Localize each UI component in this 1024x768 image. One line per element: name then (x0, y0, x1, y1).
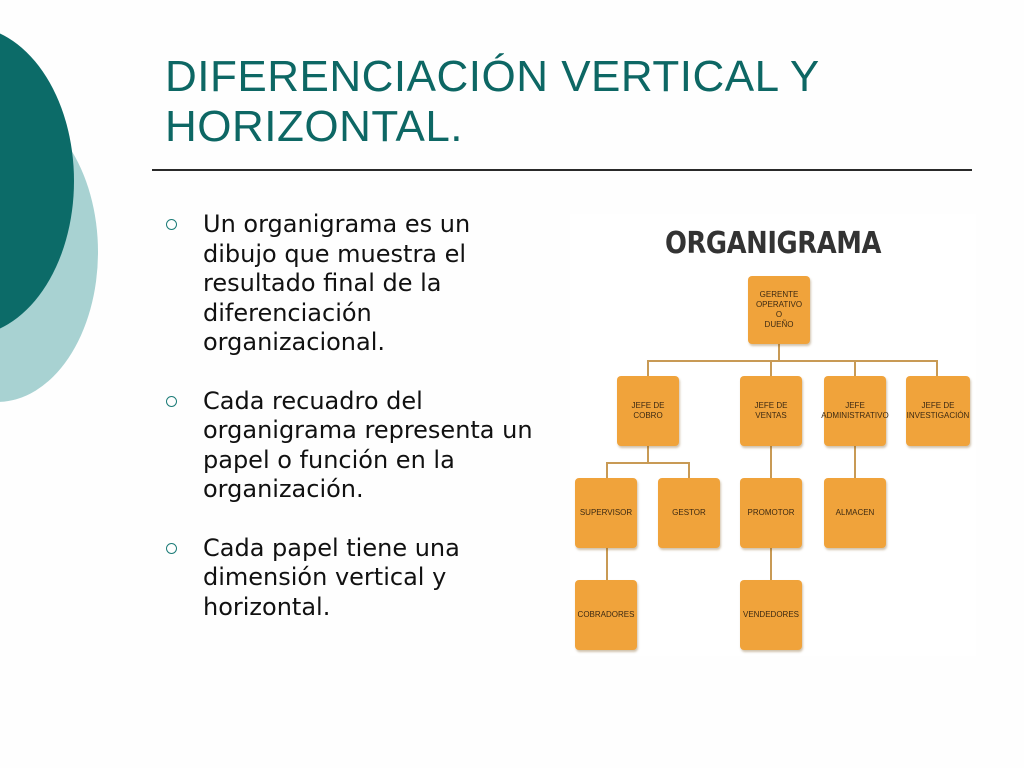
org-chart-title: ORGANIGRAMA (664, 226, 882, 261)
connector-line (854, 360, 856, 376)
org-node-jefe-cobro: JEFE DE COBRO (617, 376, 679, 446)
connector-line (778, 344, 780, 360)
org-chart-image (570, 214, 976, 656)
bullet-circle-icon (166, 396, 177, 407)
org-node-jefe-ventas: JEFE DE VENTAS (740, 376, 802, 446)
org-node-promotor: PROMOTOR (740, 478, 802, 548)
bullet-text: Cada recuadro del organigrama representa un papel o función en la organización. (203, 386, 533, 503)
connector-line (688, 462, 690, 478)
connector-line (647, 446, 649, 462)
bullet-text: Cada papel tiene una dimensión vertical y horizontal. (203, 533, 460, 621)
connector-line (854, 446, 856, 478)
connector-line (647, 360, 649, 376)
connector-line (606, 462, 690, 464)
org-node-almacen: ALMACEN (824, 478, 886, 548)
bullet-item (160, 387, 545, 505)
org-node-jefe-investigacion: JEFE DE INVESTIGACIÓN (906, 376, 970, 446)
org-node-cobradores: COBRADORES (575, 580, 637, 650)
org-node-gestor: GESTOR (658, 478, 720, 548)
connector-line (606, 462, 608, 478)
slide-title: DIFERENCIACIÓN VERTICAL Y HORIZONTAL. (165, 52, 820, 151)
org-node-gerente: GERENTE OPERATIVO O DUEÑO (748, 276, 810, 344)
connector-line (770, 446, 772, 478)
connector-line (770, 548, 772, 580)
bullet-circle-icon (166, 219, 177, 230)
org-node-jefe-administrativo: JEFE ADMINISTRATIVO (824, 376, 886, 446)
bullet-item (160, 534, 545, 623)
bullet-text: Un organigrama es un dibujo que muestra el resultado final de la diferenciación organizacional. (203, 210, 471, 356)
bullet-circle-icon (166, 543, 177, 554)
bullet-list (160, 210, 545, 651)
connector-line (770, 360, 772, 376)
connector-line (606, 548, 608, 580)
connector-line (647, 360, 938, 362)
org-node-vendedores: VENDEDORES (740, 580, 802, 650)
bullet-item (160, 210, 545, 358)
org-node-supervisor: SUPERVISOR (575, 478, 637, 548)
title-divider (152, 169, 972, 171)
connector-line (936, 360, 938, 376)
